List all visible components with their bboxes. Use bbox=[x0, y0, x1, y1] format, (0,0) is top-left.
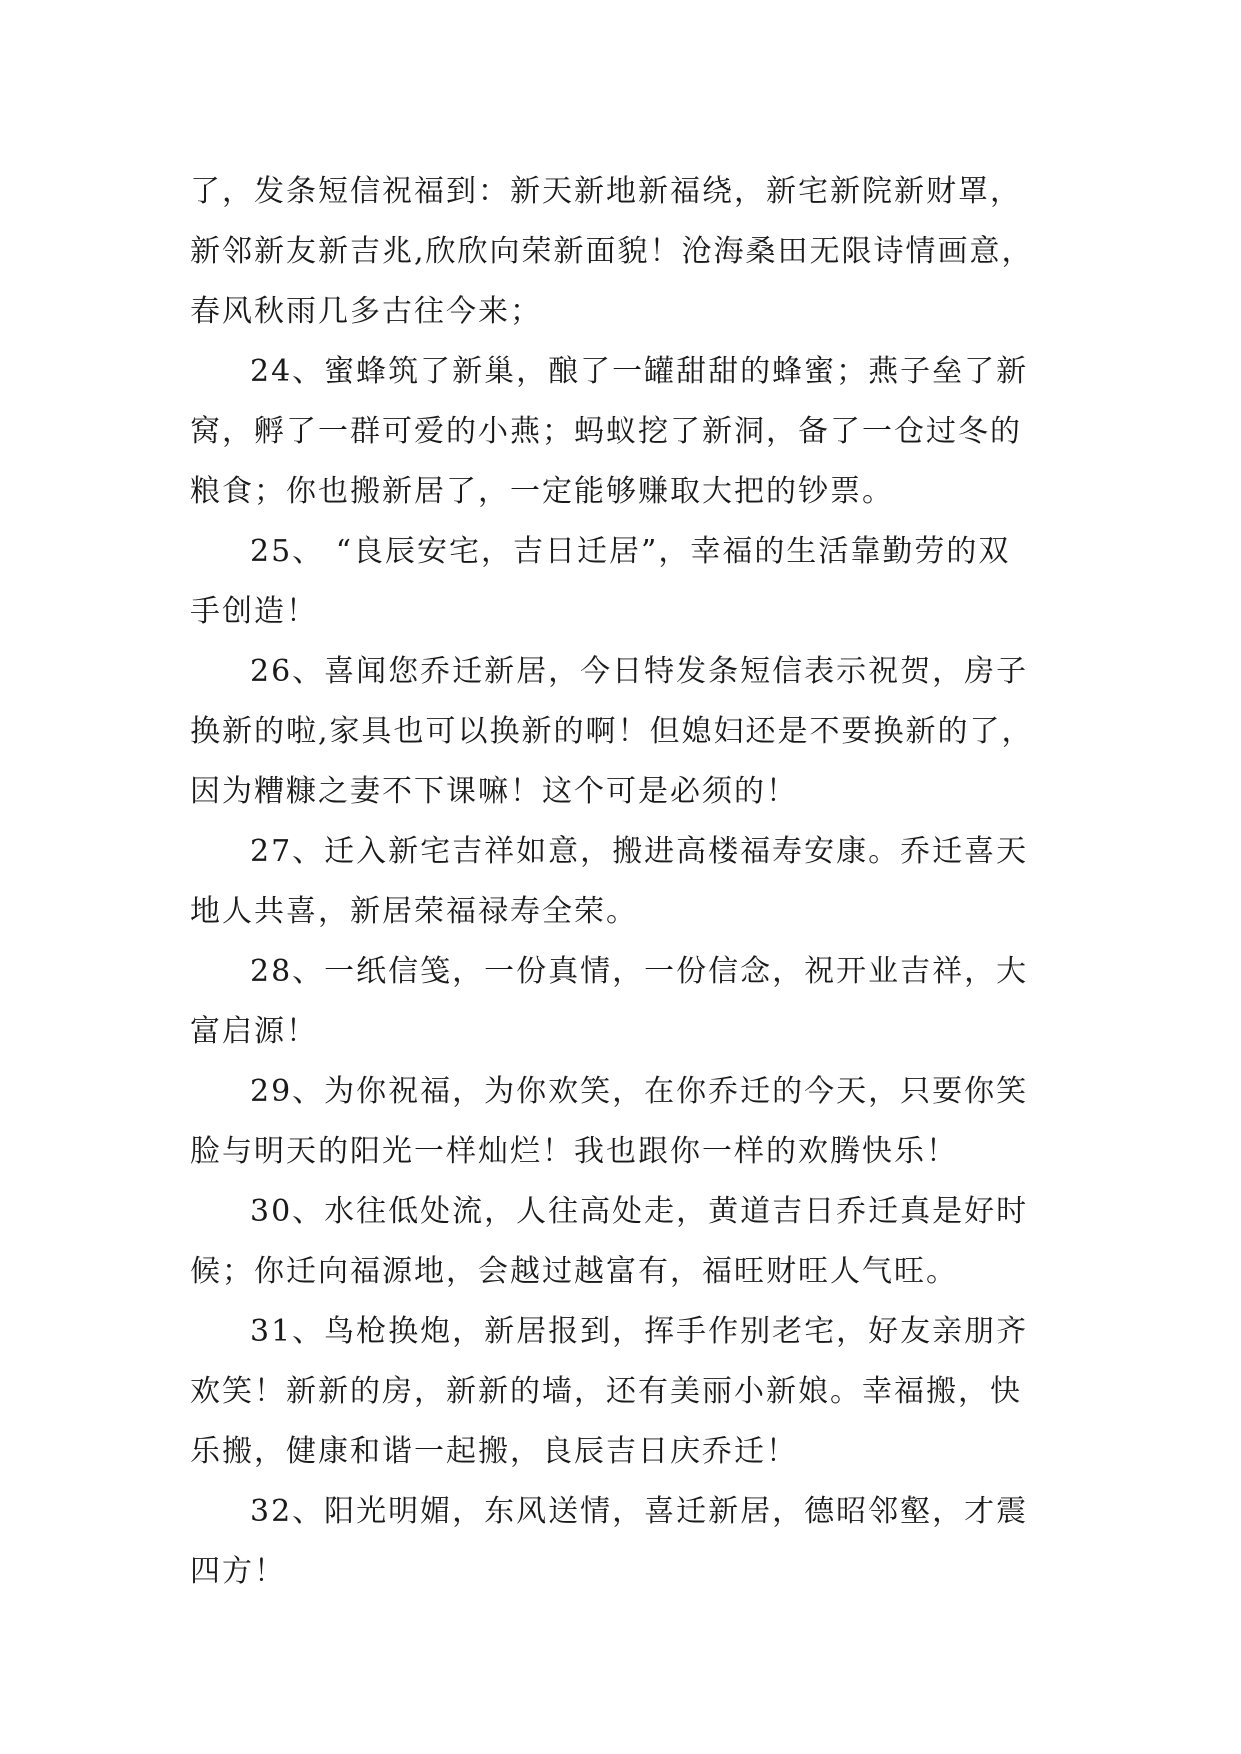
text-line: 粮食；你也搬新居了，一定能够赚取大把的钞票。 bbox=[190, 474, 894, 509]
text-line: 25、 “良辰安宅，吉日迁居”，幸福的生活靠勤劳的双 bbox=[250, 534, 1011, 569]
text-line: 富启源！ bbox=[190, 1014, 318, 1049]
text-line: 26、喜闻您乔迁新居，今日特发条短信表示祝贺，房子 bbox=[250, 654, 1029, 689]
paragraph-26 bbox=[190, 642, 1090, 822]
text-line: 换新的啦,家具也可以换新的啊！但媳妇还是不要换新的了， bbox=[190, 714, 1034, 749]
text-line: 四方！ bbox=[190, 1554, 286, 1589]
text-line: 30、水往低处流，人往高处走，黄道吉日乔迁真是好时 bbox=[250, 1194, 1029, 1229]
paragraph-27 bbox=[190, 822, 1090, 942]
paragraph-25 bbox=[190, 522, 1090, 642]
paragraph-24 bbox=[190, 342, 1090, 522]
text-line: 地人共喜，新居荣福禄寿全荣。 bbox=[190, 894, 638, 929]
paragraph-31 bbox=[190, 1302, 1090, 1482]
text-line: 28、一纸信笺，一份真情，一份信念，祝开业吉祥，大 bbox=[250, 954, 1029, 989]
paragraph-28 bbox=[190, 942, 1090, 1062]
text-line: 窝，孵了一群可爱的小燕；蚂蚁挖了新洞，备了一仓过冬的 bbox=[190, 414, 1022, 449]
text-line: 29、为你祝福，为你欢笑，在你乔迁的今天，只要你笑 bbox=[250, 1074, 1029, 1109]
text-line: 27、迁入新宅吉祥如意，搬进高楼福寿安康。乔迁喜天 bbox=[250, 834, 1029, 869]
text-line: 了，发条短信祝福到：新天新地新福绕，新宅新院新财罩， bbox=[190, 174, 1022, 209]
text-line: 24、蜜蜂筑了新巢，酿了一罐甜甜的蜂蜜；燕子垒了新 bbox=[250, 354, 1029, 389]
text-line: 脸与明天的阳光一样灿烂！我也跟你一样的欢腾快乐！ bbox=[190, 1134, 958, 1169]
paragraph-29 bbox=[190, 1062, 1090, 1182]
text-line: 31、鸟枪换炮，新居报到，挥手作别老宅，好友亲朋齐 bbox=[250, 1314, 1029, 1349]
document-body bbox=[190, 162, 1090, 1602]
text-line: 候；你迁向福源地，会越过越富有，福旺财旺人气旺。 bbox=[190, 1254, 958, 1289]
text-line: 32、阳光明媚，东风送情，喜迁新居，德昭邻壑，才震 bbox=[250, 1494, 1029, 1529]
text-line: 手创造！ bbox=[190, 594, 318, 629]
text-line: 欢笑！新新的房，新新的墙，还有美丽小新娘。幸福搬，快 bbox=[190, 1374, 1022, 1409]
text-line: 乐搬，健康和谐一起搬，良辰吉日庆乔迁！ bbox=[190, 1434, 798, 1469]
text-line: 春风秋雨几多古往今来； bbox=[190, 294, 542, 329]
paragraph-30 bbox=[190, 1182, 1090, 1302]
text-line: 新邻新友新吉兆,欣欣向荣新面貌！沧海桑田无限诗情画意， bbox=[190, 234, 1034, 269]
paragraph-32 bbox=[190, 1482, 1090, 1602]
paragraph-continued bbox=[190, 162, 1090, 342]
text-line: 因为糟糠之妻不下课嘛！这个可是必须的！ bbox=[190, 774, 798, 809]
